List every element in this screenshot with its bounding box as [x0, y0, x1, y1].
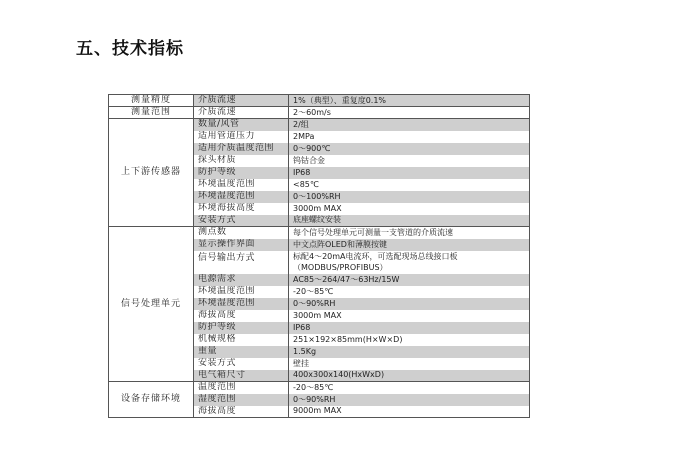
param-value: 中文点阵OLED和薄膜按键: [289, 239, 530, 251]
param-value: 2MPa: [289, 131, 530, 143]
param-value: AC85～264/47～63Hz/15W: [289, 274, 530, 286]
param-value: [289, 251, 530, 274]
param-value: 壁挂: [289, 358, 530, 370]
section-label-storage: 设备存储环境: [109, 382, 194, 418]
param-value-line: （MODBUS/PROFIBUS）: [293, 263, 388, 272]
param-value: 0～100%RH: [289, 191, 530, 203]
param-label: 安装方式: [194, 358, 289, 370]
param-label: 信号输出方式: [194, 251, 289, 274]
param-value: IP68: [289, 322, 530, 334]
param-label: 海拔高度: [194, 310, 289, 322]
param-label: 环境海拔高度: [194, 203, 289, 215]
param-label: 适用介质温度范围: [194, 143, 289, 155]
section-title: 五、技术指标: [76, 39, 184, 59]
param-label: 温度范围: [194, 382, 289, 394]
param-value: 400x300x140(HxWxD): [289, 370, 530, 382]
param-label: 环境湿度范围: [194, 298, 289, 310]
table-row: [109, 107, 530, 119]
param-label: 介质流速: [194, 95, 289, 107]
param-value: 251×192×85mm(H×W×D): [289, 334, 530, 346]
param-label: 环境温度范围: [194, 179, 289, 191]
param-label: 电源需求: [194, 274, 289, 286]
table-row: [109, 119, 530, 131]
param-label: 探头材质: [194, 155, 289, 167]
param-label: 安装方式: [194, 215, 289, 227]
param-value-line: 标配4～20mA电流环，可选配现场总线接口板: [293, 252, 458, 261]
param-label: 环境湿度范围: [194, 191, 289, 203]
param-label: 海拔高度: [194, 406, 289, 418]
spec-table: [108, 94, 530, 418]
table-row: [109, 95, 530, 107]
param-value: IP68: [289, 167, 530, 179]
param-value: 1.5Kg: [289, 346, 530, 358]
param-label: 重量: [194, 346, 289, 358]
table-row: [109, 382, 530, 394]
param-value: -20～85℃: [289, 382, 530, 394]
param-value: 0～900℃: [289, 143, 530, 155]
param-value: -20～85℃: [289, 286, 530, 298]
param-value: <85℃: [289, 179, 530, 191]
table-row: [109, 227, 530, 239]
section-label-accuracy: 测量精度: [109, 95, 194, 107]
param-label: 测点数: [194, 227, 289, 239]
param-value: 2/组: [289, 119, 530, 131]
param-label: 介质流速: [194, 107, 289, 119]
param-value: 3000m MAX: [289, 310, 530, 322]
section-label-sensor: 上下游传感器: [109, 119, 194, 227]
param-label: 机械规格: [194, 334, 289, 346]
param-label: 适用管道压力: [194, 131, 289, 143]
param-label: 显示操作界面: [194, 239, 289, 251]
param-label: 防护等级: [194, 322, 289, 334]
param-value: 3000m MAX: [289, 203, 530, 215]
param-value: 每个信号处理单元可测量一支管道的介质流速: [289, 227, 530, 239]
section-label-range: 测量范围: [109, 107, 194, 119]
param-value: 2～60m/s: [289, 107, 530, 119]
param-value: 0～90%RH: [289, 298, 530, 310]
param-value: 0～90%RH: [289, 394, 530, 406]
param-label: 湿度范围: [194, 394, 289, 406]
param-value: 底座螺纹安装: [289, 215, 530, 227]
section-label-signal-unit: 信号处理单元: [109, 227, 194, 382]
param-label: 数量/风管: [194, 119, 289, 131]
param-label: 电气箱尺寸: [194, 370, 289, 382]
param-value: 钨钴合金: [289, 155, 530, 167]
param-label: 防护等级: [194, 167, 289, 179]
param-label: 环境温度范围: [194, 286, 289, 298]
param-value: 1%（典型）、重复度0.1%: [289, 95, 530, 107]
param-value: 9000m MAX: [289, 406, 530, 418]
